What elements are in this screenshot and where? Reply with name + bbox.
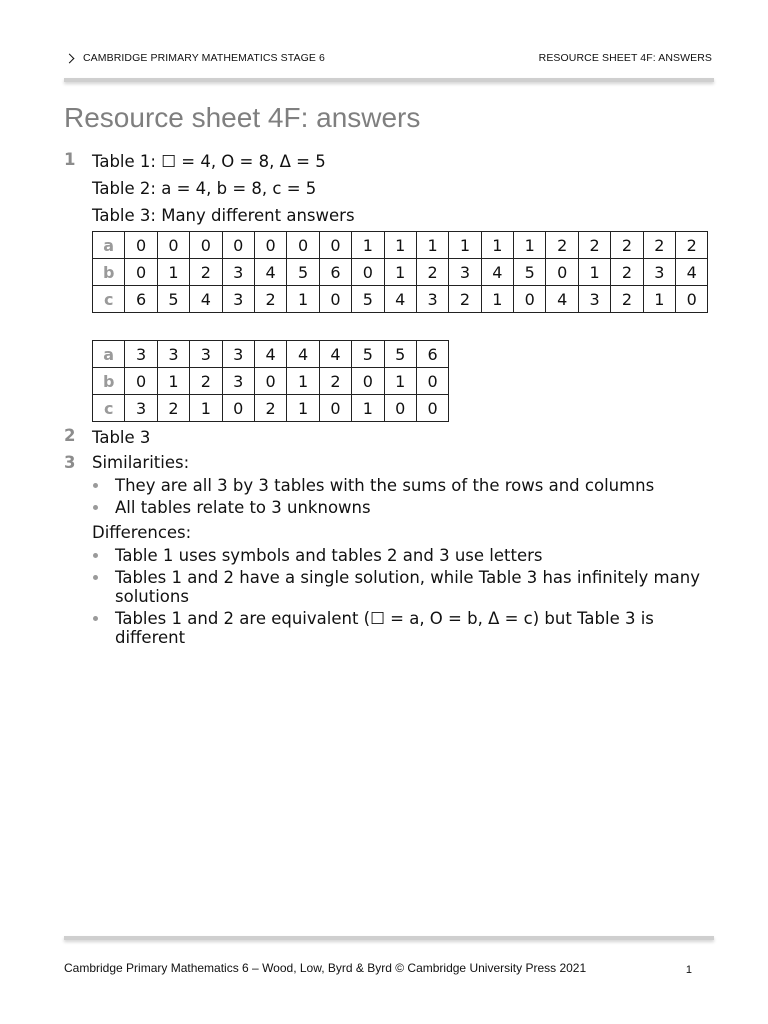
- table-row: [93, 341, 449, 368]
- table-cell: 2: [319, 368, 351, 395]
- table-cell: 6: [125, 286, 157, 313]
- table-cell: 4: [384, 286, 416, 313]
- answer-table-3: Table 3: Many different answers: [92, 206, 355, 225]
- table-cell: 0: [416, 368, 448, 395]
- table-cell: 0: [514, 286, 546, 313]
- table-cell: 0: [676, 286, 708, 313]
- list-item: Tables 1 and 2 have a single solution, while Table 3 has infinitely many solutions: [92, 568, 724, 606]
- page-number: 1: [685, 964, 692, 976]
- table-cell: 4: [254, 341, 286, 368]
- answers-content: [64, 150, 724, 650]
- table-cell: 5: [287, 259, 319, 286]
- table-cell: 0: [125, 368, 157, 395]
- question-2: [64, 426, 724, 453]
- table-cell: 0: [125, 259, 157, 286]
- page-header: [64, 52, 712, 68]
- table-cell: 4: [546, 286, 578, 313]
- table-cell: 1: [481, 232, 513, 259]
- table-cell: 3: [643, 259, 675, 286]
- table-row: [93, 286, 708, 313]
- table-cell: 0: [125, 232, 157, 259]
- table-cell: 2: [546, 232, 578, 259]
- table-cell: 3: [222, 341, 254, 368]
- table-cell: 3: [125, 341, 157, 368]
- table-cell: 1: [514, 232, 546, 259]
- table-cell: 0: [157, 232, 189, 259]
- table-cell: 0: [384, 395, 416, 422]
- table-cell: 1: [643, 286, 675, 313]
- row-header-cell: a: [93, 232, 125, 259]
- table-cell: 4: [287, 341, 319, 368]
- table-cell: 2: [190, 259, 222, 286]
- answer-table-1: Table 1: ☐ = 4, O = 8, Δ = 5: [92, 152, 326, 171]
- table-cell: 0: [222, 232, 254, 259]
- table-cell: 2: [611, 286, 643, 313]
- similarities-list: [92, 476, 724, 517]
- table-cell: 4: [190, 286, 222, 313]
- table-cell: 1: [157, 259, 189, 286]
- table-cell: 3: [416, 286, 448, 313]
- table-cell: 2: [190, 368, 222, 395]
- table-cell: 2: [449, 286, 481, 313]
- list-item: Table 1 uses symbols and tables 2 and 3 use letters: [92, 546, 724, 565]
- table-cell: 0: [190, 232, 222, 259]
- table-cell: 3: [222, 259, 254, 286]
- table-cell: 1: [384, 232, 416, 259]
- table-cell: 0: [546, 259, 578, 286]
- table-cell: 2: [611, 232, 643, 259]
- answer-text: Table 3: [92, 428, 151, 447]
- table-cell: 4: [254, 259, 286, 286]
- table-cell: 2: [254, 286, 286, 313]
- table-cell: 1: [481, 286, 513, 313]
- table-cell: 1: [578, 259, 610, 286]
- table-cell: 2: [416, 259, 448, 286]
- table-cell: 6: [416, 341, 448, 368]
- table-cell: 1: [190, 395, 222, 422]
- table-row: [93, 259, 708, 286]
- table-cell: 0: [352, 259, 384, 286]
- table-cell: 2: [157, 395, 189, 422]
- solutions-table-1: [92, 231, 708, 313]
- page-title: Resource sheet 4F: answers: [64, 102, 421, 133]
- table-cell: 3: [190, 341, 222, 368]
- table-cell: 1: [449, 232, 481, 259]
- footer-divider: [64, 936, 714, 940]
- table-cell: 4: [319, 341, 351, 368]
- question-3: [64, 453, 724, 647]
- answer-table-2: Table 2: a = 4, b = 8, c = 5: [92, 179, 317, 198]
- chevron-right-icon: [65, 53, 75, 63]
- similarities-label: Similarities:: [92, 453, 190, 472]
- page-footer: [64, 961, 692, 975]
- table-row: [93, 368, 449, 395]
- table-cell: 0: [319, 286, 351, 313]
- question-number: 3: [64, 453, 76, 472]
- table-cell: 3: [449, 259, 481, 286]
- table-cell: 2: [611, 259, 643, 286]
- table-cell: 5: [157, 286, 189, 313]
- table-cell: 4: [676, 259, 708, 286]
- table-cell: 1: [384, 259, 416, 286]
- table-cell: 1: [384, 368, 416, 395]
- table-cell: 1: [157, 368, 189, 395]
- differences-label: Differences:: [92, 523, 192, 542]
- table-cell: 3: [125, 395, 157, 422]
- row-header-cell: c: [93, 286, 125, 313]
- header-series-title: CAMBRIDGE PRIMARY MATHEMATICS STAGE 6: [83, 52, 325, 64]
- table-cell: 1: [416, 232, 448, 259]
- copyright-text: Cambridge Primary Mathematics 6 – Wood, Low, Byrd & Byrd © Cambridge University Press 2021: [64, 961, 587, 975]
- table-cell: 5: [352, 341, 384, 368]
- table-cell: 2: [578, 232, 610, 259]
- table-cell: 3: [157, 341, 189, 368]
- row-header-cell: b: [93, 259, 125, 286]
- table-cell: 0: [416, 395, 448, 422]
- table-cell: 0: [319, 232, 351, 259]
- question-number: 2: [64, 426, 76, 445]
- table-cell: 5: [514, 259, 546, 286]
- table-cell: 1: [352, 395, 384, 422]
- table-cell: 2: [676, 232, 708, 259]
- table-cell: 3: [222, 286, 254, 313]
- row-header-cell: a: [93, 341, 125, 368]
- table-cell: 1: [352, 232, 384, 259]
- table-row: [93, 232, 708, 259]
- list-item: All tables relate to 3 unknowns: [92, 498, 724, 517]
- table-cell: 1: [287, 368, 319, 395]
- table-row: [93, 395, 449, 422]
- list-item: Tables 1 and 2 are equivalent (☐ = a, O = b, Δ = c) but Table 3 is different: [92, 609, 724, 647]
- table-cell: 4: [481, 259, 513, 286]
- row-header-cell: b: [93, 368, 125, 395]
- row-header-cell: c: [93, 395, 125, 422]
- table-cell: 5: [352, 286, 384, 313]
- table-cell: 0: [254, 368, 286, 395]
- table-cell: 0: [319, 395, 351, 422]
- table-cell: 0: [352, 368, 384, 395]
- table-cell: 3: [578, 286, 610, 313]
- solutions-table-2: [92, 340, 449, 422]
- question-number: 1: [64, 150, 76, 169]
- list-item: They are all 3 by 3 tables with the sums of the rows and columns: [92, 476, 724, 495]
- question-1: [64, 150, 724, 422]
- table-cell: 2: [254, 395, 286, 422]
- table-cell: 5: [384, 341, 416, 368]
- table-cell: 0: [254, 232, 286, 259]
- differences-list: [92, 546, 724, 647]
- table-cell: 1: [287, 286, 319, 313]
- table-cell: 2: [643, 232, 675, 259]
- header-sheet-title: RESOURCE SHEET 4F: ANSWERS: [538, 52, 712, 64]
- header-divider: [64, 78, 714, 82]
- table-cell: 0: [287, 232, 319, 259]
- header-left: [64, 52, 325, 64]
- table-cell: 3: [222, 368, 254, 395]
- table-cell: 1: [287, 395, 319, 422]
- table-cell: 0: [222, 395, 254, 422]
- table-cell: 6: [319, 259, 351, 286]
